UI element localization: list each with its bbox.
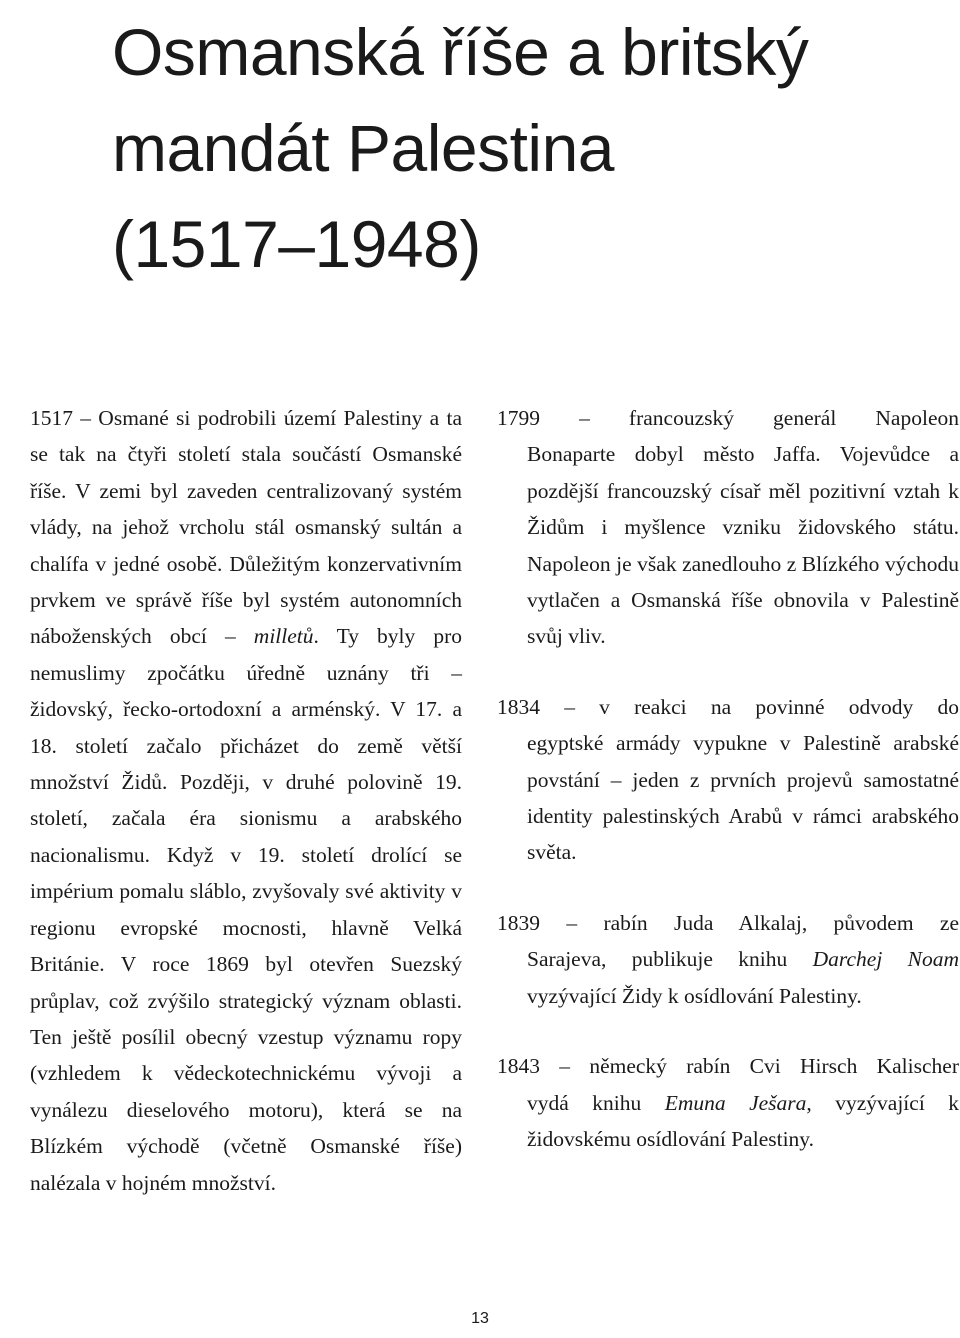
right-column [497,400,959,1191]
entry-body: egyptské armády vypukne v Palestině arabské povstání – jeden z prvních projevů samostatné identity palestinských Arabů v rámci arabského světa. [527,731,959,865]
paragraph-text: 1517 – Osmané si podrobili území Palestiny a ta se tak na čtyři století stala součástí Osmanské říše. V zemi byl zaveden centralizovaný systém vlády, na jehož vrcholu stál osmanský sultán a chalífa v jedné osobě. Důležitým konzervativním prvkem ve správě říše byl systém autonomních náboženských obcí – [30,406,462,649]
entry-lead: 1799 – francouzský generál Napoleon [497,406,959,430]
book-title: Emuna Ješara [664,1090,807,1115]
entry-body [497,1085,959,1158]
paragraph-1517 [30,400,462,1201]
entry-lead: 1843 – německý rabín Cvi Hirsch Kalischer [497,1054,959,1079]
page-title [112,4,952,292]
entry-text: vyzývající Židy k osídlování Palestiny. [527,983,862,1008]
timeline-entry-1799 [497,400,959,655]
entry-text: vydá knihu [527,1090,642,1115]
title-line-2: mandát Palestina [112,111,614,185]
page-number: 13 [471,1310,489,1327]
left-column [30,400,462,1201]
entry-body [497,941,959,1014]
timeline-entry-1843 [497,1048,959,1157]
paragraph-italic-term: milletů [253,624,314,649]
entry-lead: 1834 – v reakci na povinné odvody do [497,694,959,719]
title-line-1: Osmanská říše a britský [112,15,809,89]
entry-lead: 1839 – rabín Juda Alkalaj, původem ze [497,910,959,935]
timeline-entry-1834 [497,689,959,871]
title-line-3: (1517–1948) [112,207,481,281]
entry-text: , vyzývající k židovskému osídlování Palestiny. [527,1090,959,1151]
paragraph-text-cont: . Ty byly pro nemuslimy zpočátku úředně uznány tři – židovský, řecko-ortodoxní a arménský. V 17. a 18. století začalo přicházet do země větší množství Židů. Později, v druhé polovině 19. století, začala éra sionismu a arabského nacionalismu. Když v 19. století drolící se impérium pomalu sláblo, zvyšovaly své aktivity v regionu evropské mocnosti, hlavně Velká Británie. V roce 1869 byl otevřen Suezský průplav, což zvýšilo strategický význam oblasti. Ten ještě posílil obecný vzestup významu ropy (vzhledem k vědeckotechnickému vývoji a vynálezu dieselového motoru), která se na Blízkém východě (včetně Osmanské říše) nalézala v hojném množství. [30,624,462,1195]
book-title: Darchej Noam [812,947,960,972]
timeline-entry-1839 [497,905,959,1014]
entry-text: Sarajeva, publikuje knihu [527,947,788,972]
entry-body: Bonaparte dobyl město Jaffa. Vojevůdce a pozdější francouzský císař měl pozitivní vztah k Židům i myšlence vzniku židovského státu. Napoleon je však zanedlouho z Blízkého východu vytlačen a Osmanská říše obnovila v Palestině svůj vliv. [527,442,959,649]
